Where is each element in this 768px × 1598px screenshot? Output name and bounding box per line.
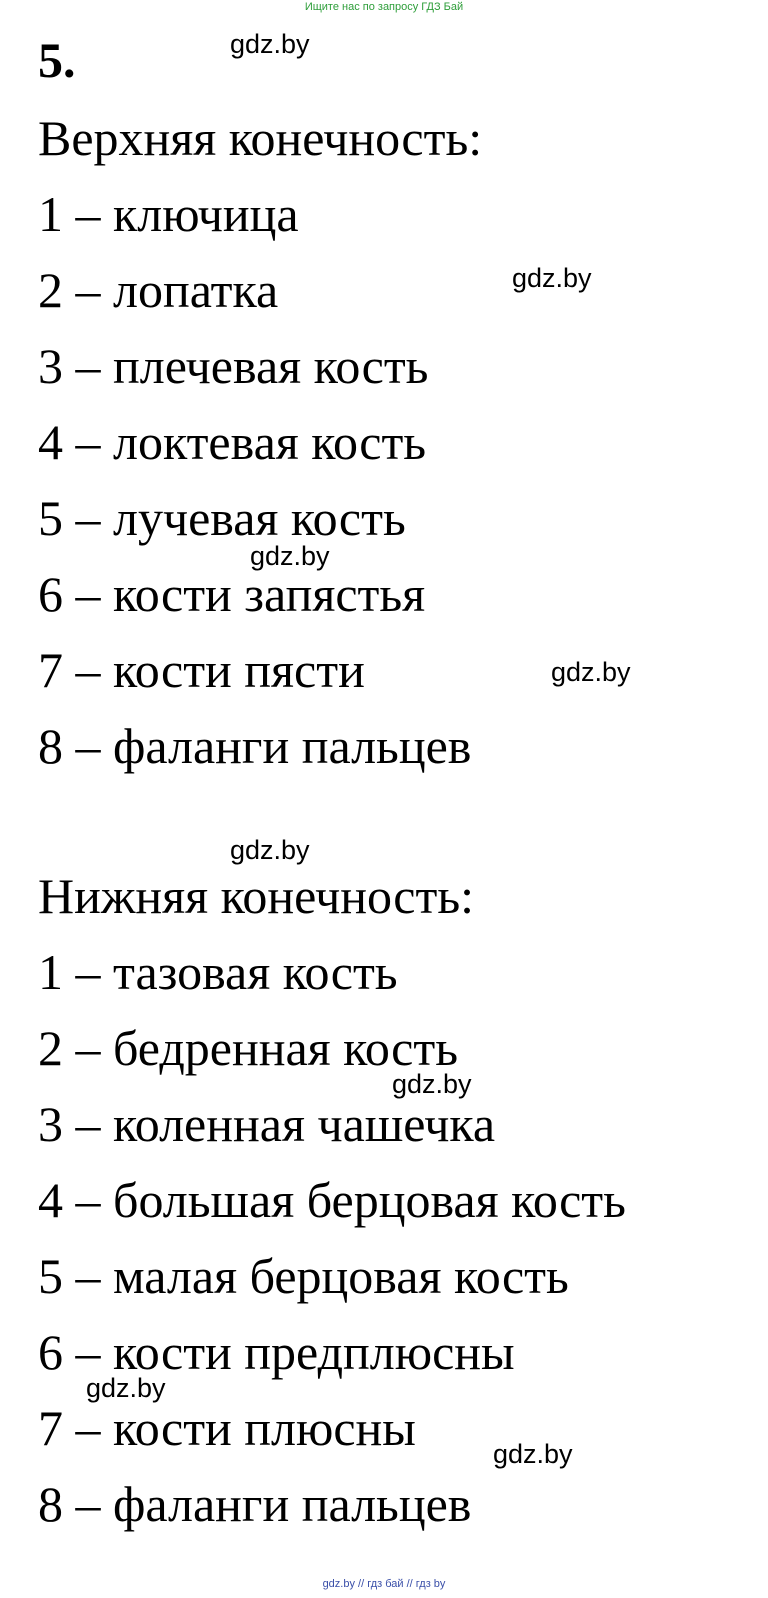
upper-limb-item: 1 – ключица — [38, 186, 299, 242]
lower-limb-item: 2 – бедренная кость — [38, 1020, 458, 1076]
lower-limb-item: 7 – кости плюсны — [38, 1400, 416, 1456]
watermark-text: gdz.by — [392, 1069, 472, 1099]
upper-limb-item: 6 – кости запястья — [38, 566, 426, 622]
lower-limb-item: 5 – малая берцовая кость — [38, 1248, 569, 1304]
watermark-text: gdz.by — [551, 657, 631, 687]
lower-limb-item: 3 – коленная чашечка — [38, 1096, 496, 1152]
upper-limb-item: 7 – кости пясти — [38, 642, 365, 698]
watermark-text: gdz.by — [86, 1373, 166, 1403]
lower-limb-title: Нижняя конечность: — [38, 868, 475, 924]
upper-limb-title: Верхняя конечность: — [38, 110, 483, 166]
watermark-text: gdz.by — [512, 263, 592, 293]
lower-limb-item: 4 – большая берцовая кость — [38, 1172, 626, 1228]
watermark-text: gdz.by — [250, 541, 330, 571]
upper-limb-item: 3 – плечевая кость — [38, 338, 429, 394]
watermark-text: gdz.by — [230, 835, 310, 865]
task-number: 5. — [38, 32, 76, 88]
upper-limb-item: 8 – фаланги пальцев — [38, 718, 472, 774]
top-banner: Ищите нас по запросу ГДЗ Бай — [304, 1, 464, 13]
upper-limb-item: 4 – локтевая кость — [38, 414, 427, 470]
watermark-text: gdz.by — [493, 1439, 573, 1469]
lower-limb-item: 6 – кости предплюсны — [38, 1324, 515, 1380]
footer-watermark: gdz.by // гдз бай // гдз by — [322, 1578, 446, 1590]
lower-limb-item: 1 – тазовая кость — [38, 944, 398, 1000]
upper-limb-item: 2 – лопатка — [38, 262, 279, 318]
watermark-text: gdz.by — [230, 29, 310, 59]
lower-limb-item: 8 – фаланги пальцев — [38, 1476, 472, 1532]
upper-limb-item: 5 – лучевая кость — [38, 490, 406, 546]
